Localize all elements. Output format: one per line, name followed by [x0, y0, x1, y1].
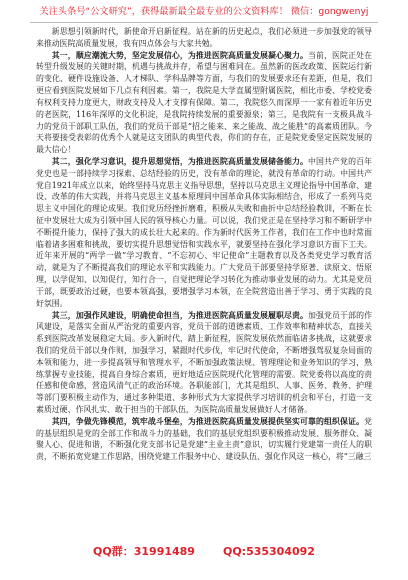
page-header-banner	[0, 4, 408, 20]
footer-qq-group: QQ群：31991489	[93, 545, 195, 558]
paragraph-point-4: 其四，争做先锋模范，筑牢战斗堡垒，为推进医院高质量发展提供坚实可靠的组织保证。党的基层组织是党的全部工作和战斗力的基础，我们的基层党组织要积极推动发展、服务群众、凝聚人心、促进和谐，不断强化党支部书记是党建“主业主责”意识，切实履行党建第一责任人的职责，不断拓宽党建工作思路，围绕党建工作服务中心、建设队伍、强化作风这一核心，将“三融三	[36, 416, 372, 462]
paragraph-point-3: 其三，加强作风建设，明确使命担当，为推进医院高质量发展履职尽责。加强党员干部的作风建设，是落实全面从严治党的重要内容，党员干部的道德素质、工作效率和精神状态，直接关系到医院改革发展稳定大局。步入新时代，踏上新征程，医院发展依然面临诸多挑战，这就要求我们的党员干部以身作则，加强学习，紧跟时代步伐，牢记时代使命，不断增强驾驭复杂局面的本领和能力，进一步提高领导和管理水平，不断加强政策法规、管理理论和业务知识的学习，熟练掌握专业技能，提高自身综合素质，更好地适应医院现代化管理的需要。院党委将以高度的责任感和使命感，营造风清气正的政治环境。各职能部门，尤其是组织、人事、医务、教务、护理等部门要积极主动作为，通过多种渠道、多种形式为大家提供学习培训的机会和平台，打造一支素质过硬、作风扎实、敢于担当的干部队伍，为医院高质量发展做好人才储备。	[36, 310, 372, 414]
paragraph-intro: 新思想引领新时代，新使命开启新征程。站在新的历史起点，我们必须进一步加强党的领导来推动医院高质量发展，我有四点体会与大家共勉。	[36, 27, 372, 48]
paragraph-point-2: 其二，强化学习意识，提升思想觉悟，为推进医院高质量发展储备能力。中国共产党的百年党史也是一部持续学习探索、总结经验的历史，没有革命的理论，就没有革命的行动。中国共产党自1921年成立以来，始终坚持马克思主义指导思想，坚持以马克思主义理论指导中国革命、建设、改革的伟大实践，并将马克思主义基本原理同中国革命具体实际相结合，形成了一系列马克思主义中国化的理论成果。我们党历经挫折磨难，积极从失败和曲折中总结经验教训，不断在长征中发展壮大成为引领中国人民的领导核心力量。可以说，我们党正是在坚持学习和不断研学中不断提升能力，保持了强大的成长壮大起来的。作为新时代医务工作者，我们在工作中也时常面临着诸多困难和挑战，要切实提升思想觉悟和实践水平，就要坚持在强化学习意识方面下工夫。近年来开展的“两学一做”学习教育、“不忘初心、牢记使命”主题教育以及各类党史学习教育活动，就是为了不断提高我们的理论水平和实践能力。广大党员干部要坚持学原著、读原文、悟原理，以学促知、以知促行，知行合一，自觉把理论学习转化为推动事业发展的动力。尤其是党员干部，既要政治过硬，也要本领高强，要增强学习本领，在全院营造出善于学习、勇于实践的良好氛围。	[36, 156, 372, 308]
page-footer-contact	[0, 542, 408, 562]
paragraph-heading: 其四，争做先锋模范，筑牢战斗堡垒，为推进医院高质量发展提供坚实可靠的组织保证。	[51, 416, 365, 426]
header-divider	[30, 22, 378, 23]
header-text: 关注头条号“公文研究”，获得最新最全最专业的公文资料库！ 微信：gongwenyj	[39, 6, 369, 17]
paragraph-point-1: 其一，顺应潮流大势，坚定发展信心，为推进医院高质量发展凝心聚力。当前，医院正处在转型升级发展的关键时期，机遇与挑战并存，希望与困难同在。虽然新的医改政策、医院运行新的变化、硬件设施设备、人才梯队、学科品牌等方面，与我们的发展要求还有差距，但是，我们更应看到医院发展如下几点有利因素。第一，我院是大学直属型附属医院，相比市委、学校党委有权利支持力度更大，财政支持及人才支撑有保障。第二，我院悠久而深厚一一家有着近年历史的老医院，116年深厚的文化积淀，是我院持续发展的重要源泉；第三，是我院有一支极具战斗力的党员干部职工队伍，我们的党员干部是“招之能来、来之能战、战之能胜”的高素质团队。今天将要接受表彰的优秀个人就是这支团队的典型代表，你们的存在，正是院党委坚定医院发展的最大信心！	[36, 50, 372, 155]
paragraph-heading: 其三，加强作风建设，明确使命担当，为推进医院高质量发展履职尽责。	[51, 310, 309, 320]
paragraph-heading: 其一，顺应潮流大势，坚定发展信心，为推进医院高质量发展凝心聚力。	[51, 50, 309, 60]
footer-qq: QQ:535304092	[222, 545, 315, 558]
paragraph-heading: 其二，强化学习意识，提升思想觉悟，为推进医院高质量发展储备能力。	[51, 156, 309, 166]
document-body	[36, 26, 372, 522]
